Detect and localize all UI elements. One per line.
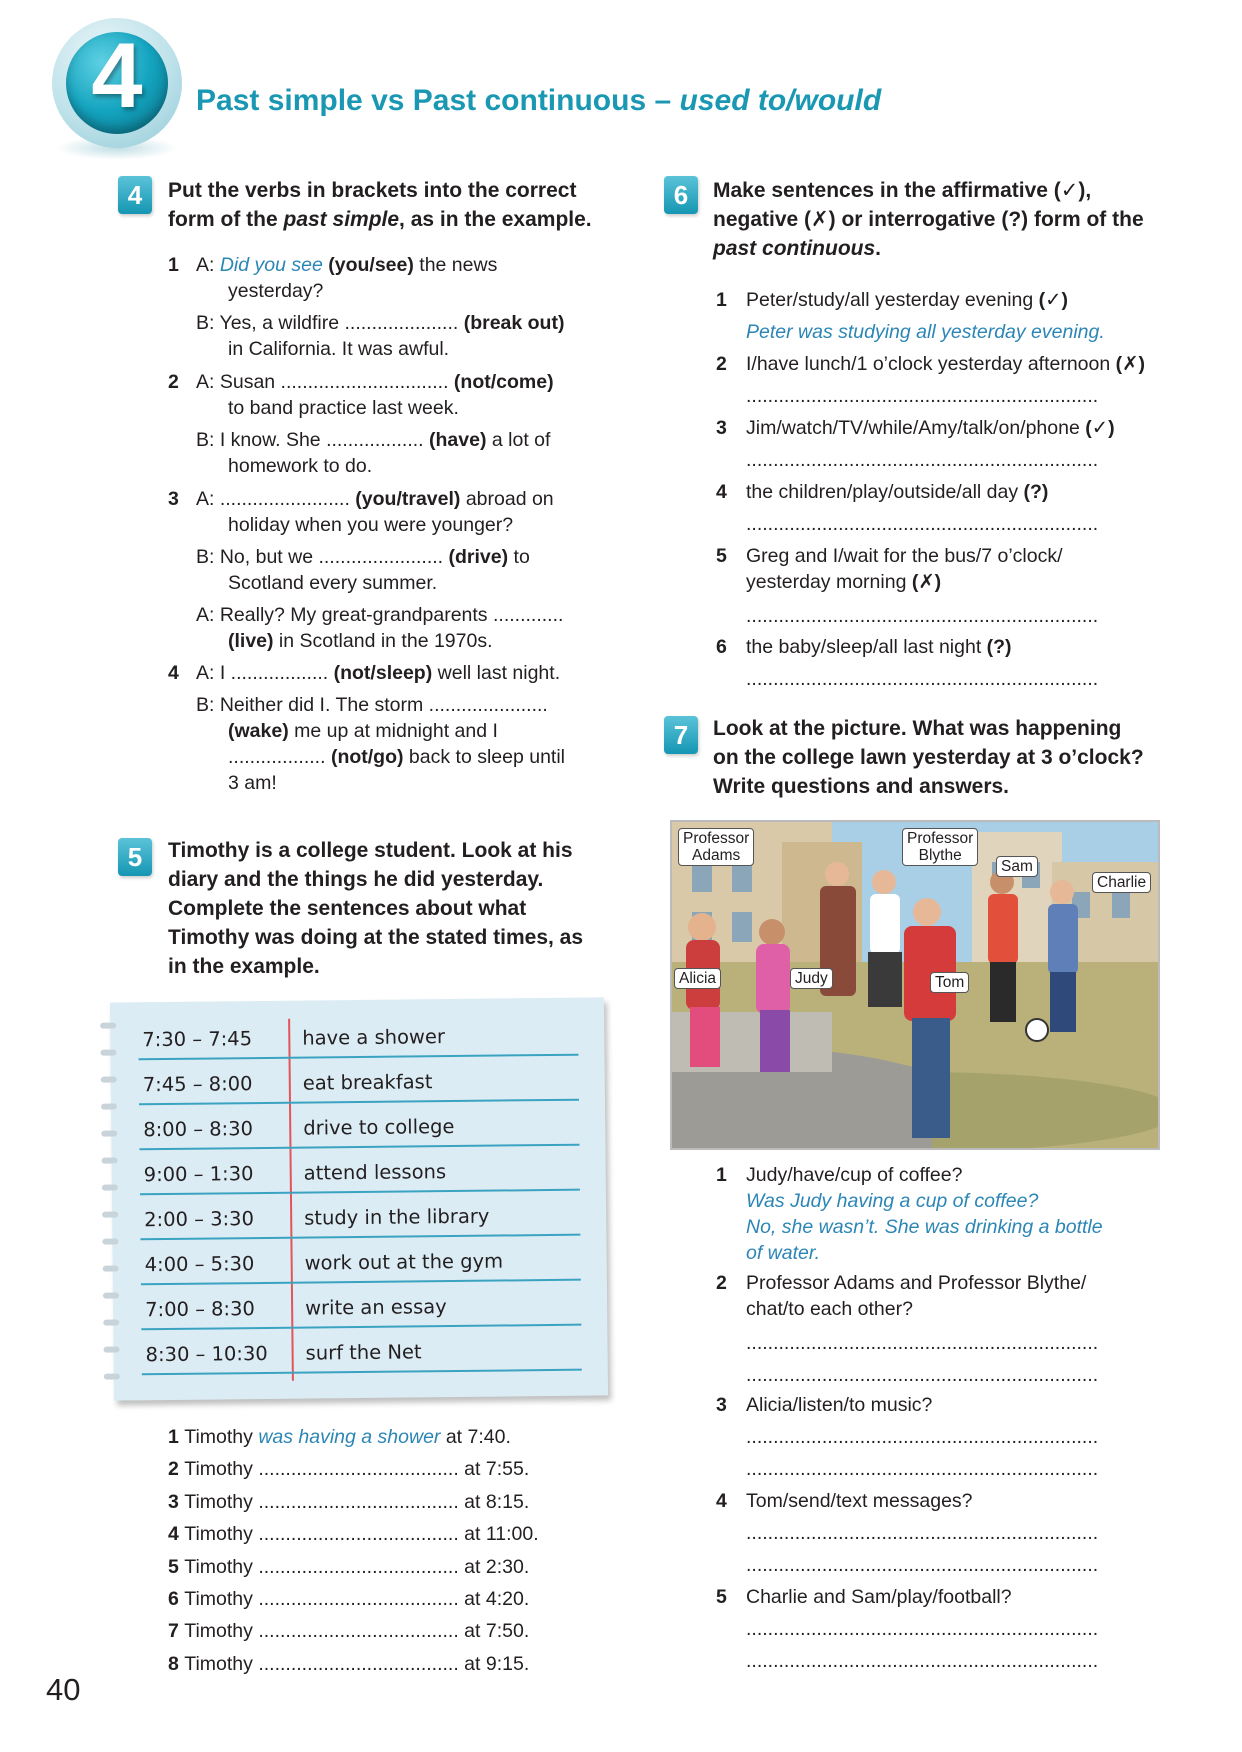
exercise-7-answer-line[interactable]: ................................................................. bbox=[746, 1650, 1099, 1672]
exercise-4-item-number: 4 bbox=[168, 662, 179, 684]
exercise-6-item-number: 4 bbox=[716, 481, 727, 503]
exercise-6-prompt: the baby/sleep/all last night (?) bbox=[746, 636, 1012, 658]
exercise-7-item-number: 5 bbox=[716, 1586, 727, 1608]
exercise-6-answer: Peter was studying all yesterday evening. bbox=[746, 321, 1105, 343]
diary-row bbox=[139, 1061, 579, 1106]
exercise-6-prompt: Greg and I/wait for the bus/7 o’clock/ bbox=[746, 545, 1063, 567]
diary-binding bbox=[104, 1374, 120, 1380]
diary-time: 9:00 – 1:30 bbox=[143, 1162, 254, 1187]
exercise-7-item-number: 3 bbox=[716, 1394, 727, 1416]
exercise-4-line: homework to do. bbox=[228, 455, 373, 477]
label-judy: Judy bbox=[790, 968, 833, 989]
diary-row bbox=[139, 1106, 579, 1151]
exercise-7-answer-line[interactable]: ................................................................. bbox=[746, 1618, 1099, 1640]
exercise-7-question: chat/to each other? bbox=[746, 1298, 913, 1320]
exercise-6-prompt: I/have lunch/1 o’clock yesterday afternoon (✗) bbox=[746, 353, 1145, 375]
exercise-6-prompt: Jim/watch/TV/while/Amy/talk/on/phone (✓) bbox=[746, 417, 1115, 439]
exercise-5-instructions: Timothy is a college student. Look at his diary and the things he did yesterday. Complete the sentences about what Timothy was doing at the stated times, as in the example. bbox=[168, 839, 584, 978]
unit-number: 4 bbox=[91, 25, 143, 127]
exercise-7-question: Judy/have/cup of coffee? bbox=[746, 1164, 963, 1186]
exercise-4-line: A: I .................. (not/sleep) well last night. bbox=[196, 662, 561, 684]
exercise-4-item-number: 3 bbox=[168, 488, 179, 510]
diary-binding bbox=[102, 1185, 118, 1191]
exercise-6-answer-line[interactable]: ................................................................. bbox=[746, 449, 1099, 471]
exercise-6-item-number: 5 bbox=[716, 545, 727, 567]
exercise-5-sentence: 4 Timothy ..................................... at 11:00. bbox=[168, 1523, 539, 1546]
college-lawn-illustration bbox=[672, 822, 1160, 1150]
exercise-4-line: (wake) me up at midnight and I bbox=[228, 720, 498, 742]
exercise-6-answer-line[interactable]: ................................................................. bbox=[746, 605, 1099, 627]
exercise-5-sentence: 2 Timothy ..................................... at 7:55. bbox=[168, 1458, 530, 1481]
diary-activity: drive to college bbox=[303, 1114, 455, 1140]
unit-title: Past simple vs Past continuous – used to/would bbox=[196, 84, 882, 117]
label-tom: Tom bbox=[930, 972, 969, 993]
diary-binding bbox=[100, 1050, 116, 1056]
exercise-6-answer-line[interactable]: ................................................................. bbox=[746, 513, 1099, 535]
exercise-5-number: 5 bbox=[118, 838, 152, 876]
diary-binding bbox=[102, 1158, 118, 1164]
exercise-7-answer-line[interactable]: ................................................................. bbox=[746, 1332, 1099, 1354]
diary-time: 7:30 – 7:45 bbox=[142, 1027, 253, 1052]
diary-binding bbox=[100, 1023, 116, 1029]
college-lawn-picture bbox=[670, 820, 1160, 1150]
diary-activity: study in the library bbox=[304, 1204, 490, 1230]
diary-binding bbox=[102, 1239, 118, 1245]
exercise-6-item-number: 3 bbox=[716, 417, 727, 439]
exercise-7-instructions: Look at the picture. What was happening on the college lawn yesterday at 3 o’clock? Write questions and answers. bbox=[713, 717, 1144, 798]
exercise-6-number: 6 bbox=[664, 176, 698, 214]
diary-binding bbox=[102, 1212, 118, 1218]
exercise-7-answer-line[interactable]: ................................................................. bbox=[746, 1522, 1099, 1544]
exercise-6-answer-line[interactable]: ................................................................. bbox=[746, 385, 1099, 407]
exercise-4-line: (live) in Scotland in the 1970s. bbox=[228, 630, 493, 652]
diary-row bbox=[141, 1331, 581, 1376]
exercise-4-line: .................. (not/go) back to sleep until bbox=[228, 746, 566, 768]
exercise-7-item-number: 2 bbox=[716, 1272, 727, 1294]
exercise-6-item-number: 6 bbox=[716, 636, 727, 658]
diary-activity: work out at the gym bbox=[304, 1249, 504, 1275]
exercise-4-line: A: Susan ............................... (not/come) bbox=[196, 371, 554, 393]
diary-binding bbox=[101, 1104, 117, 1110]
diary-activity: have a shower bbox=[302, 1025, 446, 1050]
diary-binding bbox=[104, 1347, 120, 1353]
exercise-5-sentence: 8 Timothy ..................................... at 9:15. bbox=[168, 1652, 530, 1675]
exercise-5-sentence: 3 Timothy ..................................... at 8:15. bbox=[168, 1490, 530, 1513]
exercise-6-prompt: yesterday morning (✗) bbox=[746, 571, 942, 593]
exercise-4-line: in California. It was awful. bbox=[228, 338, 450, 360]
diary-time: 8:30 – 10:30 bbox=[145, 1341, 268, 1367]
label-professor-blythe: Professor Blythe bbox=[902, 828, 978, 866]
exercise-5-sentence: 6 Timothy ..................................... at 4:20. bbox=[168, 1588, 530, 1610]
unit-badge bbox=[52, 18, 182, 148]
exercise-6-prompt: Peter/study/all yesterday evening (✓) bbox=[746, 289, 1068, 311]
diary-time: 4:00 – 5:30 bbox=[144, 1252, 255, 1277]
exercise-4-line: Scotland every summer. bbox=[228, 572, 438, 594]
label-professor-adams: Professor Adams bbox=[678, 828, 754, 866]
exercise-5-sentence: 5 Timothy ..................................... at 2:30. bbox=[168, 1555, 530, 1578]
exercise-4-line: yesterday? bbox=[228, 280, 324, 302]
diary-row bbox=[140, 1151, 580, 1196]
label-sam: Sam bbox=[996, 856, 1038, 877]
diary-binding bbox=[103, 1320, 119, 1326]
diary-time: 7:00 – 8:30 bbox=[145, 1297, 255, 1322]
exercise-4-line: A: Really? My great-grandparents ............. bbox=[196, 604, 564, 626]
exercise-4-instructions: Put the verbs in brackets into the correct form of the past simple, as in the example. bbox=[168, 179, 592, 231]
exercise-7-question: Charlie and Sam/play/football? bbox=[746, 1586, 1012, 1608]
diary-time: 8:00 – 8:30 bbox=[143, 1117, 254, 1142]
exercise-4-line: B: I know. She .................. (have) a lot of bbox=[196, 429, 551, 451]
exercise-4-number: 4 bbox=[118, 176, 152, 214]
exercise-7-answer-line[interactable]: ................................................................. bbox=[746, 1364, 1099, 1386]
exercise-7-question: Tom/send/text messages? bbox=[746, 1490, 973, 1512]
exercise-7-answer-line[interactable]: ................................................................. bbox=[746, 1426, 1099, 1448]
diary-activity: eat breakfast bbox=[302, 1070, 433, 1095]
diary-time: 7:45 – 8:00 bbox=[142, 1072, 253, 1097]
exercise-6-item-number: 1 bbox=[716, 289, 727, 311]
diary-row bbox=[138, 1016, 578, 1061]
exercise-5-sentence: 7 Timothy ..................................... at 7:50. bbox=[168, 1620, 530, 1643]
diary-activity: surf the Net bbox=[305, 1340, 422, 1365]
exercise-4-line: A: Did you see (you/see) the news bbox=[196, 254, 498, 276]
exercise-6-instructions: Make sentences in the affirmative (✓), negative (✗) or interrogative (?) form of the past continuous. bbox=[713, 179, 1144, 260]
exercise-5-sentence: 1 Timothy was having a shower at 7:40. bbox=[168, 1426, 511, 1448]
exercise-4-item-number: 2 bbox=[168, 371, 179, 393]
exercise-7-number: 7 bbox=[664, 716, 698, 754]
diary-row bbox=[140, 1241, 580, 1286]
exercise-7-answer: Was Judy having a cup of coffee? bbox=[746, 1190, 1039, 1212]
exercise-4-line: 3 am! bbox=[228, 772, 277, 794]
label-alicia: Alicia bbox=[674, 968, 721, 989]
page-number: 40 bbox=[46, 1672, 81, 1707]
diary-activity: write an essay bbox=[305, 1295, 447, 1320]
label-charlie: Charlie bbox=[1092, 872, 1151, 893]
exercise-4-line: B: Neither did I. The storm ...................... bbox=[196, 694, 548, 716]
diary-activity: attend lessons bbox=[303, 1160, 447, 1185]
diary-binding bbox=[103, 1266, 119, 1272]
exercise-4-line: B: Yes, a wildfire ..................... (break out) bbox=[196, 312, 565, 334]
exercise-7-answer-line[interactable]: ................................................................. bbox=[746, 1554, 1099, 1576]
exercise-7-question: Alicia/listen/to music? bbox=[746, 1394, 933, 1416]
exercise-4-line: holiday when you were younger? bbox=[228, 514, 514, 536]
exercise-7-question: Professor Adams and Professor Blythe/ bbox=[746, 1272, 1087, 1294]
exercise-6-prompt: the children/play/outside/all day (?) bbox=[746, 481, 1049, 503]
exercise-6-item-number: 2 bbox=[716, 353, 727, 375]
timothy-diary bbox=[110, 997, 608, 1400]
exercise-7-item-number: 1 bbox=[716, 1164, 727, 1186]
diary-row bbox=[141, 1286, 581, 1331]
exercise-4-line: to band practice last week. bbox=[228, 397, 459, 419]
exercise-7-answer: No, she wasn’t. She was drinking a bottle bbox=[746, 1216, 1103, 1238]
diary-binding bbox=[101, 1131, 117, 1137]
exercise-6-answer-line[interactable]: ................................................................. bbox=[746, 668, 1099, 690]
exercise-7-answer-line[interactable]: ................................................................. bbox=[746, 1458, 1099, 1480]
exercise-4-item-number: 1 bbox=[168, 254, 179, 276]
exercise-4-line: A: ........................ (you/travel) abroad on bbox=[196, 488, 554, 510]
exercise-7-item-number: 4 bbox=[716, 1490, 727, 1512]
diary-binding bbox=[103, 1293, 119, 1299]
exercise-4-line: B: No, but we ....................... (drive) to bbox=[196, 546, 530, 568]
exercise-7-answer: of water. bbox=[746, 1242, 821, 1264]
diary-time: 2:00 – 3:30 bbox=[144, 1207, 255, 1232]
diary-binding bbox=[101, 1077, 117, 1083]
diary-row bbox=[140, 1196, 580, 1241]
